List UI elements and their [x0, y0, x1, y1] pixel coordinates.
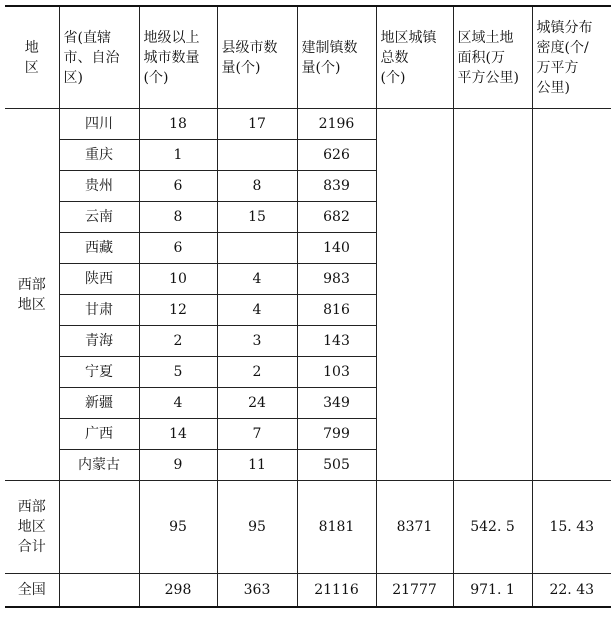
towns-cell: 799: [297, 419, 376, 450]
county-cities-cell: 3: [217, 326, 297, 357]
west-total-prefecture: 95: [139, 481, 217, 574]
header-density: 城镇分布 密度(个/ 万平方 公里): [532, 6, 611, 109]
header-row: [5, 6, 611, 109]
prefecture-cities-cell: 8: [139, 202, 217, 233]
province-cell: 内蒙古: [59, 450, 139, 481]
county-cities-cell: 17: [217, 109, 297, 140]
county-cities-cell: 11: [217, 450, 297, 481]
province-cell: 重庆: [59, 140, 139, 171]
county-cities-cell: 2: [217, 357, 297, 388]
towns-cell: 682: [297, 202, 376, 233]
towns-cell: 983: [297, 264, 376, 295]
prefecture-cities-cell: 12: [139, 295, 217, 326]
towns-cell: 626: [297, 140, 376, 171]
prefecture-cities-cell: 2: [139, 326, 217, 357]
town-statistics-table: [5, 5, 611, 608]
west-total-row: [5, 481, 611, 574]
west-total-density: 15. 43: [532, 481, 611, 574]
west-total-towns: 8181: [297, 481, 376, 574]
header-towns: 建制镇数 量(个): [297, 6, 376, 109]
national-land-area: 971. 1: [453, 574, 532, 608]
national-row: [5, 574, 611, 608]
towns-cell: 505: [297, 450, 376, 481]
west-total-region-total: 8371: [376, 481, 453, 574]
county-cities-cell: [217, 233, 297, 264]
table-body: [5, 109, 611, 608]
west-total-county: 95: [217, 481, 297, 574]
prefecture-cities-cell: 4: [139, 388, 217, 419]
national-province-empty: [59, 574, 139, 608]
towns-cell: 816: [297, 295, 376, 326]
towns-cell: 349: [297, 388, 376, 419]
national-label: 全国: [5, 574, 59, 608]
county-cities-cell: 4: [217, 264, 297, 295]
county-cities-cell: 8: [217, 171, 297, 202]
header-prefecture-cities: 地级以上 城市数量 (个): [139, 6, 217, 109]
towns-cell: 839: [297, 171, 376, 202]
province-cell: 贵州: [59, 171, 139, 202]
county-cities-cell: 24: [217, 388, 297, 419]
prefecture-cities-cell: 6: [139, 233, 217, 264]
header-region: 地 区: [5, 6, 59, 109]
region-total-empty-cell: [376, 109, 453, 481]
province-cell: 广西: [59, 419, 139, 450]
table-row: [5, 109, 611, 140]
prefecture-cities-cell: 6: [139, 171, 217, 202]
province-cell: 甘肃: [59, 295, 139, 326]
province-cell: 宁夏: [59, 357, 139, 388]
prefecture-cities-cell: 1: [139, 140, 217, 171]
header-land-area: 区域土地 面积(万 平方公里): [453, 6, 532, 109]
province-cell: 陕西: [59, 264, 139, 295]
national-prefecture: 298: [139, 574, 217, 608]
national-county: 363: [217, 574, 297, 608]
prefecture-cities-cell: 10: [139, 264, 217, 295]
towns-cell: 103: [297, 357, 376, 388]
towns-cell: 143: [297, 326, 376, 357]
west-total-province-empty: [59, 481, 139, 574]
prefecture-cities-cell: 5: [139, 357, 217, 388]
national-towns: 21116: [297, 574, 376, 608]
land-area-empty-cell: [453, 109, 532, 481]
header-county-cities: 县级市数 量(个): [217, 6, 297, 109]
province-cell: 新疆: [59, 388, 139, 419]
prefecture-cities-cell: 9: [139, 450, 217, 481]
prefecture-cities-cell: 14: [139, 419, 217, 450]
county-cities-cell: 15: [217, 202, 297, 233]
province-cell: 西藏: [59, 233, 139, 264]
county-cities-cell: 4: [217, 295, 297, 326]
region-cell: 西部 地区: [5, 109, 59, 481]
header-province: 省(直辖 市、自治 区): [59, 6, 139, 109]
province-cell: 四川: [59, 109, 139, 140]
west-total-label: 西部 地区 合计: [5, 481, 59, 574]
county-cities-cell: [217, 140, 297, 171]
prefecture-cities-cell: 18: [139, 109, 217, 140]
header-region-total-towns: 地区城镇 总数 (个): [376, 6, 453, 109]
national-density: 22. 43: [532, 574, 611, 608]
national-region-total: 21777: [376, 574, 453, 608]
province-cell: 青海: [59, 326, 139, 357]
towns-cell: 2196: [297, 109, 376, 140]
west-total-land-area: 542. 5: [453, 481, 532, 574]
density-empty-cell: [532, 109, 611, 481]
province-cell: 云南: [59, 202, 139, 233]
towns-cell: 140: [297, 233, 376, 264]
county-cities-cell: 7: [217, 419, 297, 450]
